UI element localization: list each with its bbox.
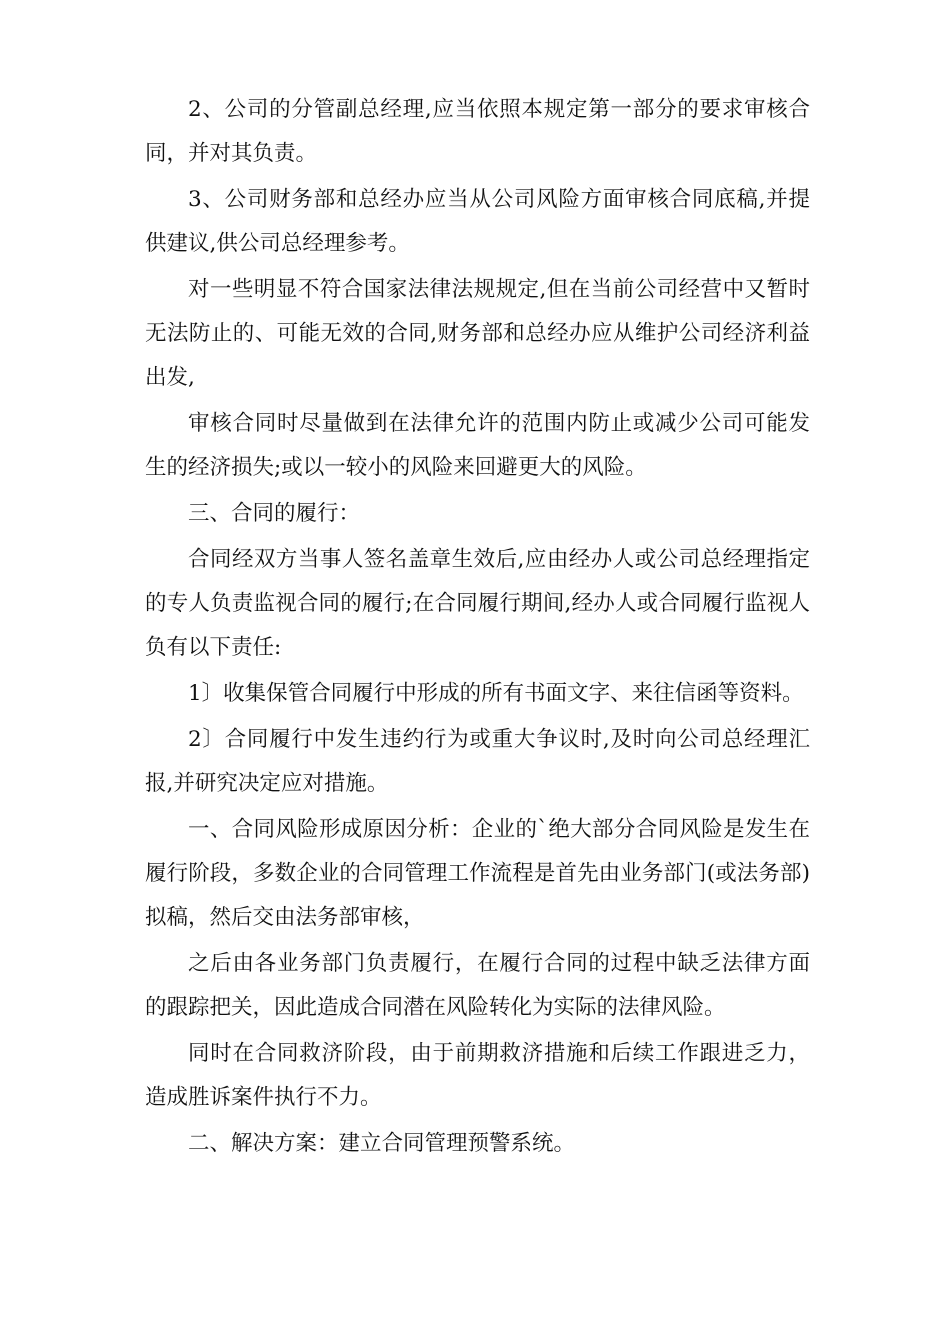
paragraph: 3、公司财务部和总经办应当从公司风险方面审核合同底稿,并提供建议,供公司总经理参考。 (145, 187, 810, 256)
list-item: 2〕合同履行中发生违约行为或重大争议时,及时向公司总经理汇报,并研究决定应对措施。 (145, 727, 810, 796)
section-heading: 二、解决方案：建立合同管理预警系统。 (188, 1131, 576, 1156)
section-heading: 三、合同的履行： (188, 501, 361, 526)
paragraph: 审核合同时尽量做到在法律允许的范围内防止或减少公司可能发生的经济损失;或以一较小的风险来回避更大的风险。 (145, 411, 810, 480)
list-item: 1〕收集保管合同履行中形成的所有书面文字、来往信函等资料。 (188, 681, 804, 706)
paragraph: 之后由各业务部门负责履行，在履行合同的过程中缺乏法律方面的跟踪把关，因此造成合同潜在风险转化为实际的法律风险。 (145, 951, 810, 1020)
document-body (145, 88, 810, 1168)
paragraph: 合同经双方当事人签名盖章生效后,应由经办人或公司总经理指定的专人负责监视合同的履行;在合同履行期间,经办人或合同履行监视人负有以下责任: (145, 547, 810, 660)
paragraph: 一、合同风险形成原因分析：企业的`绝大部分合同风险是发生在履行阶段，多数企业的合同管理工作流程是首先由业务部门(或法务部)拟稿，然后交由法务部审核， (145, 817, 810, 930)
paragraph: 2、公司的分管副总经理,应当依照本规定第一部分的要求审核合同，并对其负责。 (145, 97, 810, 166)
paragraph: 同时在合同救济阶段，由于前期救济措施和后续工作跟进乏力，造成胜诉案件执行不力。 (145, 1041, 810, 1110)
paragraph: 对一些明显不符合国家法律法规规定,但在当前公司经营中又暂时无法防止的、可能无效的合同,财务部和总经办应从维护公司经济利益出发, (145, 277, 810, 390)
